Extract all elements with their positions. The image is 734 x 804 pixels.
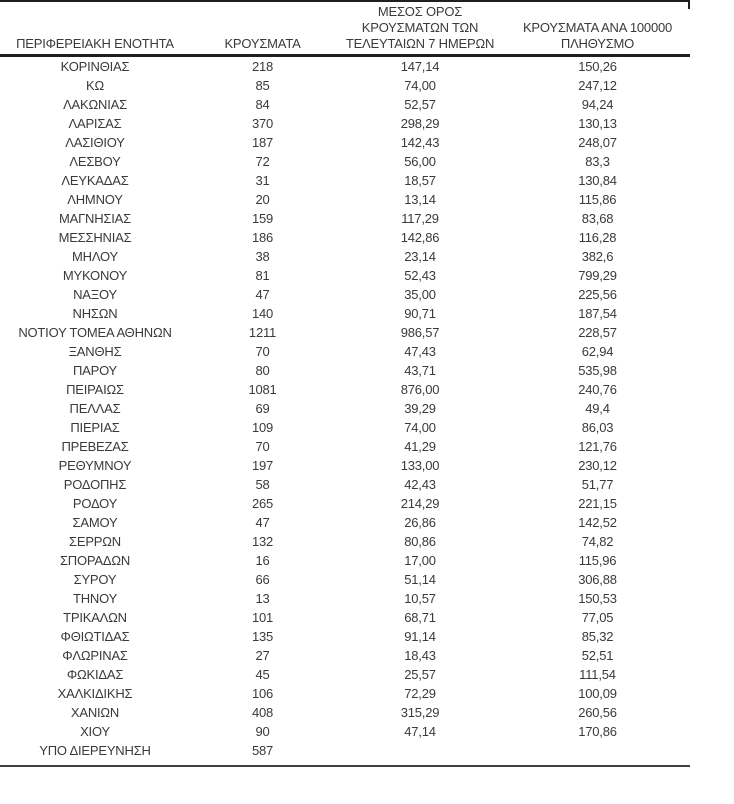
- avg7-cell: 142,43: [400, 135, 440, 150]
- region-cell: ΣΕΡΡΩΝ: [69, 534, 121, 549]
- region-cell: ΠΕΛΛΑΣ: [69, 401, 121, 416]
- region-cell: ΜΗΛΟΥ: [72, 249, 118, 264]
- avg7-cell: 56,00: [404, 154, 436, 169]
- avg7-cell: 74,00: [404, 78, 436, 93]
- avg7-cell: 41,29: [404, 439, 436, 454]
- table-row: [0, 247, 690, 266]
- region-cell: ΧΑΛΚΙΔΙΚΗΣ: [57, 686, 133, 701]
- cases-cell: 27: [255, 648, 270, 663]
- cases-cell: 135: [251, 629, 274, 644]
- table-row: [0, 532, 690, 551]
- per100k-cell: 130,13: [578, 116, 617, 131]
- table-row: [0, 228, 690, 247]
- table-row: [0, 570, 690, 589]
- region-cell: ΣΥΡΟΥ: [73, 572, 117, 587]
- avg7-cell: 74,00: [404, 420, 436, 435]
- region-cell: ΛΕΥΚΑΔΑΣ: [61, 173, 129, 188]
- table-row: [0, 342, 690, 361]
- region-cell: ΡΕΘΥΜΝΟΥ: [58, 458, 132, 473]
- cases-cell: 197: [251, 458, 274, 473]
- avg7-cell: 47,43: [404, 344, 436, 359]
- avg7-cell: 18,43: [404, 648, 436, 663]
- per100k-cell: 74,82: [581, 534, 614, 549]
- per100k-cell: 100,09: [578, 686, 617, 701]
- region-cell: ΚΩ: [86, 78, 104, 93]
- table-row: [0, 684, 690, 703]
- table-row: [0, 399, 690, 418]
- table-footer: [0, 760, 690, 766]
- per100k-cell: 247,12: [578, 78, 617, 93]
- table-row: [0, 209, 690, 228]
- table-row: [0, 323, 690, 342]
- per100k-cell: 240,76: [578, 382, 617, 397]
- col-header-region: [0, 1, 190, 56]
- cases-cell: 1081: [248, 382, 277, 397]
- per100k-cell: 115,96: [578, 553, 617, 568]
- spacer-cell: [0, 760, 690, 766]
- per100k-cell: 62,94: [581, 344, 614, 359]
- region-cell: ΠΡΕΒΕΖΑΣ: [61, 439, 129, 454]
- table-body: [0, 56, 690, 761]
- region-cell: ΡΟΔΟΥ: [72, 496, 118, 511]
- table-row: [0, 437, 690, 456]
- per100k-cell: 116,28: [578, 230, 617, 245]
- table-row: [0, 722, 690, 741]
- cases-cell: 84: [255, 97, 270, 112]
- region-cell: ΦΩΚΙΔΑΣ: [66, 667, 124, 682]
- cases-cell: 45: [255, 667, 270, 682]
- cases-cell: 1211: [248, 325, 277, 340]
- cases-cell: 16: [255, 553, 270, 568]
- table-row: [0, 646, 690, 665]
- table-row: [0, 551, 690, 570]
- cases-cell: 70: [255, 439, 270, 454]
- avg7-cell: 214,29: [400, 496, 440, 511]
- per100k-cell: 52,51: [581, 648, 614, 663]
- col-header-cases: [190, 1, 335, 56]
- per100k-cell: 230,12: [578, 458, 617, 473]
- region-cell: ΛΗΜΝΟΥ: [67, 192, 123, 207]
- region-cell: ΛΑΡΙΣΑΣ: [68, 116, 122, 131]
- table-row: [0, 589, 690, 608]
- cases-cell: 265: [251, 496, 274, 511]
- per100k-cell: 187,54: [578, 306, 617, 321]
- avg7-cell: 90,71: [404, 306, 436, 321]
- region-cell: ΜΥΚΟΝΟΥ: [62, 268, 128, 283]
- region-cell: ΠΙΕΡΙΑΣ: [70, 420, 120, 435]
- cases-cell: 90: [255, 724, 270, 739]
- per100k-cell: 49,4: [585, 401, 610, 416]
- table-row: [0, 56, 690, 77]
- cases-cell: 85: [255, 78, 270, 93]
- cases-cell: 370: [251, 116, 274, 131]
- cases-cell: 218: [251, 59, 274, 74]
- per100k-cell: 382,6: [581, 249, 614, 264]
- cases-cell: 106: [251, 686, 274, 701]
- region-cell: ΠΑΡΟΥ: [72, 363, 118, 378]
- cases-cell: 408: [251, 705, 274, 720]
- avg7-cell: 876,00: [400, 382, 440, 397]
- table-row: [0, 114, 690, 133]
- per100k-cell: 86,03: [581, 420, 614, 435]
- table-row: [0, 475, 690, 494]
- region-cell: ΛΕΣΒΟΥ: [69, 154, 121, 169]
- cases-cell: 80: [255, 363, 270, 378]
- table-row: [0, 665, 690, 684]
- cases-cell: 58: [255, 477, 270, 492]
- table-row: [0, 513, 690, 532]
- table-row: [0, 133, 690, 152]
- region-cell: ΝΟΤΙΟΥ ΤΟΜΕΑ ΑΘΗΝΩΝ: [18, 325, 172, 340]
- table-row: [0, 380, 690, 399]
- avg7-cell: 142,86: [400, 230, 440, 245]
- col-header-per100k: [505, 1, 690, 56]
- per100k-cell: 170,86: [578, 724, 617, 739]
- region-cell: ΧΙΟΥ: [80, 724, 110, 739]
- col-header-per100k-line1: ΚΡΟΥΣΜΑΤΑ ΑΝΑ 100000: [522, 20, 673, 35]
- avg7-cell: 147,14: [400, 59, 440, 74]
- region-cell: ΜΕΣΣΗΝΙΑΣ: [58, 230, 132, 245]
- table-corner-tick: [688, 2, 690, 9]
- cases-cell: 70: [255, 344, 270, 359]
- per100k-cell: 225,56: [578, 287, 617, 302]
- table-row: [0, 190, 690, 209]
- per100k-cell: 111,54: [579, 667, 616, 682]
- per100k-cell: 799,29: [578, 268, 617, 283]
- per100k-cell: 115,86: [578, 192, 617, 207]
- cases-cell: 47: [255, 515, 270, 530]
- cases-cell: 101: [251, 610, 274, 625]
- region-cell: ΚΟΡΙΝΘΙΑΣ: [60, 59, 130, 74]
- table-row: [0, 741, 690, 760]
- avg7-cell: 51,14: [404, 572, 436, 587]
- avg7-cell: 315,29: [400, 705, 440, 720]
- avg7-cell: 17,00: [404, 553, 436, 568]
- cases-cell: 159: [251, 211, 274, 226]
- per100k-cell: 83,68: [581, 211, 614, 226]
- avg7-cell: 91,14: [404, 629, 436, 644]
- per100k-cell: 248,07: [578, 135, 617, 150]
- per100k-cell: 306,88: [578, 572, 617, 587]
- region-cell: ΤΗΝΟΥ: [72, 591, 118, 606]
- region-cell: ΡΟΔΟΠΗΣ: [63, 477, 127, 492]
- avg7-cell: 298,29: [400, 116, 440, 131]
- avg7-cell: 52,43: [404, 268, 436, 283]
- col-header-per100k-line2: ΠΛΗΘΥΣΜΟ: [560, 36, 635, 51]
- table-row: [0, 152, 690, 171]
- avg7-cell: 986,57: [400, 325, 440, 340]
- col-header-avg7-line3: ΤΕΛΕΥΤΑΙΩΝ 7 ΗΜΕΡΩΝ: [345, 36, 495, 51]
- table-row: [0, 285, 690, 304]
- col-header-avg7-line1: ΜΕΣΟΣ ΟΡΟΣ: [377, 4, 463, 19]
- region-cell: ΝΑΞΟΥ: [73, 287, 117, 302]
- table-row: [0, 494, 690, 513]
- region-cell: ΦΛΩΡΙΝΑΣ: [62, 648, 128, 663]
- cases-cell: 72: [255, 154, 270, 169]
- per100k-cell: 535,98: [578, 363, 617, 378]
- cases-cell: 66: [255, 572, 270, 587]
- table-row: [0, 76, 690, 95]
- cases-cell: 81: [255, 268, 270, 283]
- table-row: [0, 608, 690, 627]
- table-row: [0, 304, 690, 323]
- avg7-cell: 13,14: [404, 192, 436, 207]
- table-row: [0, 703, 690, 722]
- per100k-cell: 142,52: [578, 515, 617, 530]
- cases-cell: 38: [255, 249, 270, 264]
- region-cell: ΥΠΟ ΔΙΕΡΕΥΝΗΣΗ: [39, 743, 151, 758]
- spacer-row: [0, 760, 690, 766]
- cases-cell: 13: [255, 591, 270, 606]
- region-cell: ΣΠΟΡΑΔΩΝ: [59, 553, 131, 568]
- table-row: [0, 95, 690, 114]
- per100k-cell: 221,15: [578, 496, 617, 511]
- region-cell: ΛΑΣΙΘΙΟΥ: [65, 135, 125, 150]
- avg7-cell: 42,43: [404, 477, 436, 492]
- cases-cell: 186: [251, 230, 274, 245]
- avg7-cell: 47,14: [404, 724, 436, 739]
- cases-cell: 109: [251, 420, 274, 435]
- region-cell: ΧΑΝΙΩΝ: [70, 705, 120, 720]
- avg7-cell: 23,14: [404, 249, 436, 264]
- cases-cell: 31: [255, 173, 270, 188]
- table-row: [0, 456, 690, 475]
- cases-cell: 69: [255, 401, 270, 416]
- per100k-cell: 121,76: [578, 439, 617, 454]
- avg7-cell: 10,57: [404, 591, 436, 606]
- per100k-cell: 150,53: [578, 591, 617, 606]
- table-row: [0, 627, 690, 646]
- cases-cell: 187: [251, 135, 274, 150]
- avg7-cell: 72,29: [404, 686, 436, 701]
- avg7-cell: 18,57: [404, 173, 436, 188]
- col-header-cases-label: ΚΡΟΥΣΜΑΤΑ: [224, 36, 301, 51]
- cases-cell: 47: [255, 287, 270, 302]
- cases-cell: 140: [251, 306, 274, 321]
- table-row: [0, 361, 690, 380]
- avg7-cell: 80,86: [404, 534, 436, 549]
- region-cell: ΝΗΣΩΝ: [72, 306, 118, 321]
- avg7-cell: 117,29: [401, 211, 439, 226]
- per100k-cell: 77,05: [581, 610, 614, 625]
- per100k-cell: 150,26: [578, 59, 617, 74]
- per100k-cell: 130,84: [578, 173, 617, 188]
- region-cell: ΠΕΙΡΑΙΩΣ: [66, 382, 124, 397]
- header-row: [0, 1, 690, 56]
- table-row: [0, 266, 690, 285]
- avg7-cell: 35,00: [404, 287, 436, 302]
- avg7-cell: 25,57: [404, 667, 436, 682]
- cases-cell: 587: [251, 743, 274, 758]
- per100k-cell: 85,32: [581, 629, 614, 644]
- cases-cell: 20: [255, 192, 270, 207]
- avg7-cell: 133,00: [400, 458, 440, 473]
- avg7-cell: 68,71: [404, 610, 436, 625]
- per100k-cell: 51,77: [581, 477, 614, 492]
- avg7-cell: 43,71: [404, 363, 436, 378]
- cases-cell: 132: [251, 534, 274, 549]
- avg7-cell: 39,29: [404, 401, 436, 416]
- per100k-cell: [505, 741, 690, 760]
- per100k-cell: 228,57: [578, 325, 617, 340]
- region-cell: ΤΡΙΚΑΛΩΝ: [63, 610, 127, 625]
- table-row: [0, 418, 690, 437]
- col-header-region-label: ΠΕΡΙΦΕΡΕΙΑΚΗ ΕΝΟΤΗΤΑ: [16, 36, 174, 51]
- region-cell: ΛΑΚΩΝΙΑΣ: [63, 97, 127, 112]
- region-cell: ΣΑΜΟΥ: [72, 515, 118, 530]
- region-cell: ΜΑΓΝΗΣΙΑΣ: [59, 211, 131, 226]
- avg7-cell: 52,57: [404, 97, 436, 112]
- table-row: [0, 171, 690, 190]
- per100k-cell: 83,3: [585, 154, 610, 169]
- region-cell: ΦΘΙΩΤΙΔΑΣ: [60, 629, 130, 644]
- col-header-avg7: [335, 1, 505, 56]
- avg7-cell: 26,86: [404, 515, 436, 530]
- table-header: [0, 1, 690, 56]
- col-header-avg7-line2: ΚΡΟΥΣΜΑΤΩΝ ΤΩΝ: [361, 20, 479, 35]
- per100k-cell: 260,56: [578, 705, 617, 720]
- per100k-cell: 94,24: [581, 97, 614, 112]
- avg7-cell: [335, 741, 505, 760]
- region-cell: ΞΑΝΘΗΣ: [68, 344, 122, 359]
